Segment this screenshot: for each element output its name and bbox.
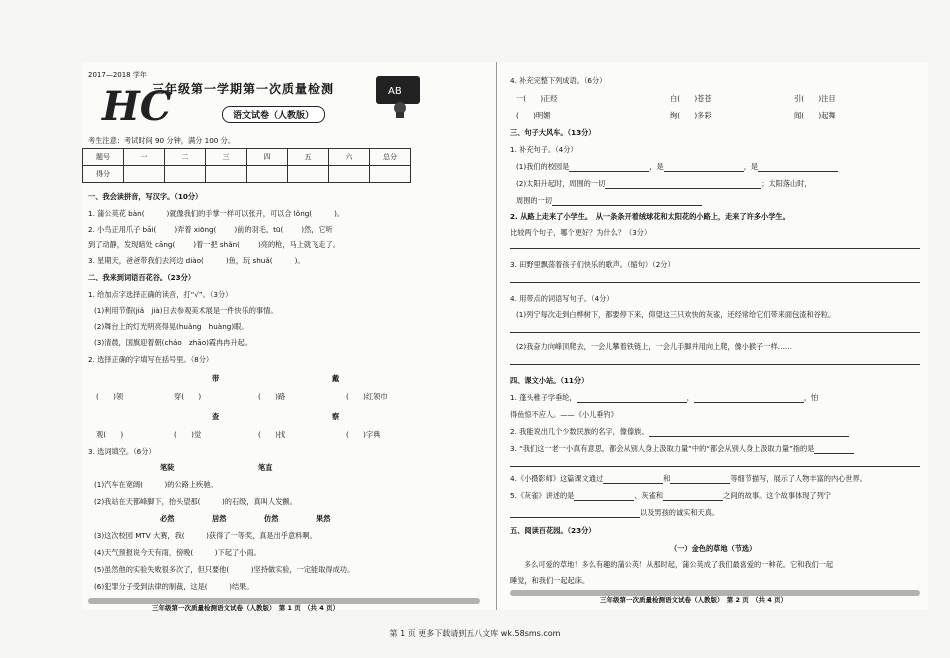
question-item: (6)犯罪分子受到法律的制裁，这是( )结果。 — [94, 582, 254, 591]
idiom-item: 引( )注目 — [794, 94, 836, 103]
char-option: 戴 — [332, 374, 340, 383]
answer-line[interactable] — [510, 458, 920, 467]
section-5-heading: 五、阅读百花园。（23分） — [510, 526, 596, 535]
question: 2. 小鸟正用爪子 bāi( )弄着 xiōng( )前的羽毛，tū( )然，它听 — [88, 225, 333, 234]
answer-line[interactable] — [510, 324, 920, 333]
question: 4. 用带点的词语写句子。（4分） — [510, 294, 614, 303]
idiom-item: ( )明媚 — [516, 111, 551, 120]
section-3-heading: 三、句子大风车。（13分） — [510, 128, 596, 137]
score-cell: 六 — [329, 149, 370, 166]
word-option: 居然 — [212, 514, 227, 523]
answer-line[interactable] — [510, 274, 920, 283]
question-item: (1)汽车在宽阔( )的公路上疾驰。 — [94, 480, 218, 489]
chalkboard-icon — [370, 72, 426, 118]
question: 3. 选词填空。（6分） — [88, 447, 156, 456]
question-item: (3)这次校园 MTV 大赛，我( )获得了一等奖，真是出乎意料啊。 — [94, 531, 317, 540]
score-cell: 四 — [247, 149, 288, 166]
question: 1. 蒲公英花 bàn( )就像我们的手掌一样可以张开，可以合 lǒng( )。 — [88, 209, 345, 218]
score-cell: 二 — [165, 149, 206, 166]
svg-text:AB: AB — [388, 86, 402, 97]
question: 2. 从路上走来了小学生。 从一条条开着绒球花和太阳花的小路上，走来了许多小学生。 — [510, 212, 790, 221]
score-cell: 三 — [206, 149, 247, 166]
page-divider — [496, 62, 497, 610]
score-input[interactable] — [124, 166, 165, 183]
score-cell: 题号 — [83, 149, 124, 166]
passage-text: 多么可爱的草地！多么有趣的蒲公英！从那时起，蒲公英成了我们最喜爱的一种花。它和我们一起 — [524, 560, 834, 569]
question-item: (1)我们的校园是 ，是 ，是 — [516, 162, 838, 172]
passage-text: 睡觉，和我们一起起床。 — [510, 576, 590, 585]
idiom-item: 闻( )起舞 — [794, 111, 836, 120]
word-option: 笔直 — [258, 463, 273, 472]
question-item: (4)天气预报说今天有雨，傍晚( )下起了小雨。 — [94, 548, 261, 557]
exam-sheet — [82, 62, 928, 610]
question: 3. 田野里飘荡着孩子们快乐的歌声。（缩句）（2分） — [510, 260, 675, 269]
section-2-heading: 二、我来到词语百花谷。（23分） — [88, 273, 196, 282]
idiom-item: 一( )正经 — [516, 94, 558, 103]
exam-title: 三年级第一学期第一次质量检测 — [152, 82, 335, 96]
question-item: (1)利用节假(jiǎ jià)日去参观美术展是一件快乐的事情。 — [94, 306, 278, 315]
idiom-item: 白( )苍苍 — [670, 94, 712, 103]
question-item: (2)我奋力向峰顶爬去，一会儿攀着铁链上，一会儿手脚并用向上爬，像小猴子一样…… — [516, 342, 793, 351]
score-input[interactable] — [288, 166, 329, 183]
char-option: 带 — [212, 374, 220, 383]
hc-logo — [100, 74, 172, 130]
question: 5.《灰雀》讲述的是 、灰雀和 之间的故事。这个故事体现了列宁 — [510, 491, 831, 500]
fill-item: ( )领 — [96, 392, 124, 401]
svg-text:HC: HC — [102, 83, 172, 130]
section-4-heading: 四、课文小站。（11分） — [510, 376, 589, 385]
question-item: (2)太阳升起时，周围的一切 ；太阳落山时， — [516, 179, 812, 188]
score-input[interactable] — [370, 166, 411, 183]
question: 到了动静，发现暗处 cāng( )着一把 shǎn( )亮的枪，马上就飞走了。 — [88, 240, 340, 249]
char-option: 查 — [212, 412, 220, 421]
word-option: 仿然 — [264, 514, 279, 523]
page-footer: 三年级第一次质量检测语文试卷（人教版） 第 2 页 （共 4 页） — [600, 596, 788, 604]
question-item: (5)虽然他的实验失败很多次了，但只要他( )坚持做实验，一定能取得成功。 — [94, 565, 355, 574]
question: 1. 给加点字选择正确的读音，打“√”。（3分） — [88, 290, 233, 299]
question-item: (2)舞台上的灯光明亮得晃(huǎng huàng)眼。 — [94, 322, 249, 331]
fill-item: 穿( ) — [174, 392, 202, 401]
word-option: 果然 — [316, 514, 331, 523]
score-table-header-row — [83, 149, 411, 166]
school-year: 2017—2018 学年 — [88, 71, 147, 79]
answer-line[interactable] — [510, 240, 920, 249]
question: 3. 星期天，爸爸带我们去河边 diào( )鱼，玩 shuǎ( )。 — [88, 256, 305, 265]
question: 3. “我们这一老一小真有意思，都会从别人身上汲取力量”中的“都会从别人身上汲取力量”指的是 — [510, 444, 854, 454]
download-note[interactable]: 第 1 页 更多下载请到五八文库 wk.58sms.com — [389, 629, 561, 638]
section-1-heading: 一、我会读拼音，写汉字。（10分） — [88, 192, 203, 201]
question: 得鱼惊不应人。——《小儿垂钓》 — [510, 410, 618, 419]
fill-item: ( )觉 — [174, 430, 202, 439]
fill-item: ( )字典 — [346, 430, 381, 439]
question: 4. 补充完整下列成语。（6分） — [510, 76, 607, 85]
fill-item: ( )路 — [258, 392, 286, 401]
question: 4.《小摄影师》这篇课文通过 和 等细节描写，展示了人物丰富的内心世界。 — [510, 474, 867, 483]
page-footer: 三年级第一次质量检测语文试卷（人教版） 第 1 页 （共 4 页） — [152, 604, 340, 612]
passage-title: （一）金色的草地（节选） — [670, 544, 757, 553]
question-item: 周围的一切 — [516, 196, 702, 206]
score-cell: 总分 — [370, 149, 411, 166]
exam-notice: 考生注意：考试时间 90 分钟，满分 100 分。 — [88, 136, 236, 145]
score-cell: 得分 — [83, 166, 124, 183]
question: 2. 我能说出几个少数民族的名字，像傣族、 — [510, 427, 849, 437]
score-table-score-row — [83, 166, 411, 183]
word-option: 必然 — [160, 514, 175, 523]
question: 1. 蓬头稚子学垂纶， ， ，怕 — [510, 393, 819, 402]
score-cell: 五 — [288, 149, 329, 166]
score-input[interactable] — [247, 166, 288, 183]
question: 比较两个句子，哪个更好？为什么？（3分） — [510, 228, 652, 237]
question: 2. 选择正确的字填写在括号里。（8分） — [88, 355, 214, 364]
fill-item: ( )红领巾 — [346, 392, 388, 401]
score-input[interactable] — [329, 166, 370, 183]
score-input[interactable] — [206, 166, 247, 183]
score-table — [82, 148, 411, 183]
score-input[interactable] — [165, 166, 206, 183]
question-item: (3)清晨，国旗迎着朝(cháo zhāo)霞冉冉升起。 — [94, 338, 253, 347]
idiom-item: 绚( )多彩 — [670, 111, 712, 120]
char-option: 察 — [332, 412, 340, 421]
subject-label: 语文试卷（人教版） — [222, 106, 325, 123]
fill-item: ( )找 — [258, 430, 286, 439]
question: 1. 补充句子。（4分） — [510, 145, 578, 154]
fill-item: 观( ) — [96, 430, 124, 439]
answer-line[interactable] — [510, 356, 920, 365]
question: 以及男孩的诚实和天真。 — [510, 508, 719, 518]
score-cell: 一 — [124, 149, 165, 166]
question-item: (1)列宁每次走到白桦树下，都要停下来，仰望这三只欢快的灰雀，还经常给它们带来面包渣和谷粒。 — [516, 310, 836, 319]
question-item: (2)我站在天都峰脚下，抬头望那( )的石级，真叫人发颤。 — [94, 497, 297, 506]
word-option: 笔陡 — [160, 463, 175, 472]
